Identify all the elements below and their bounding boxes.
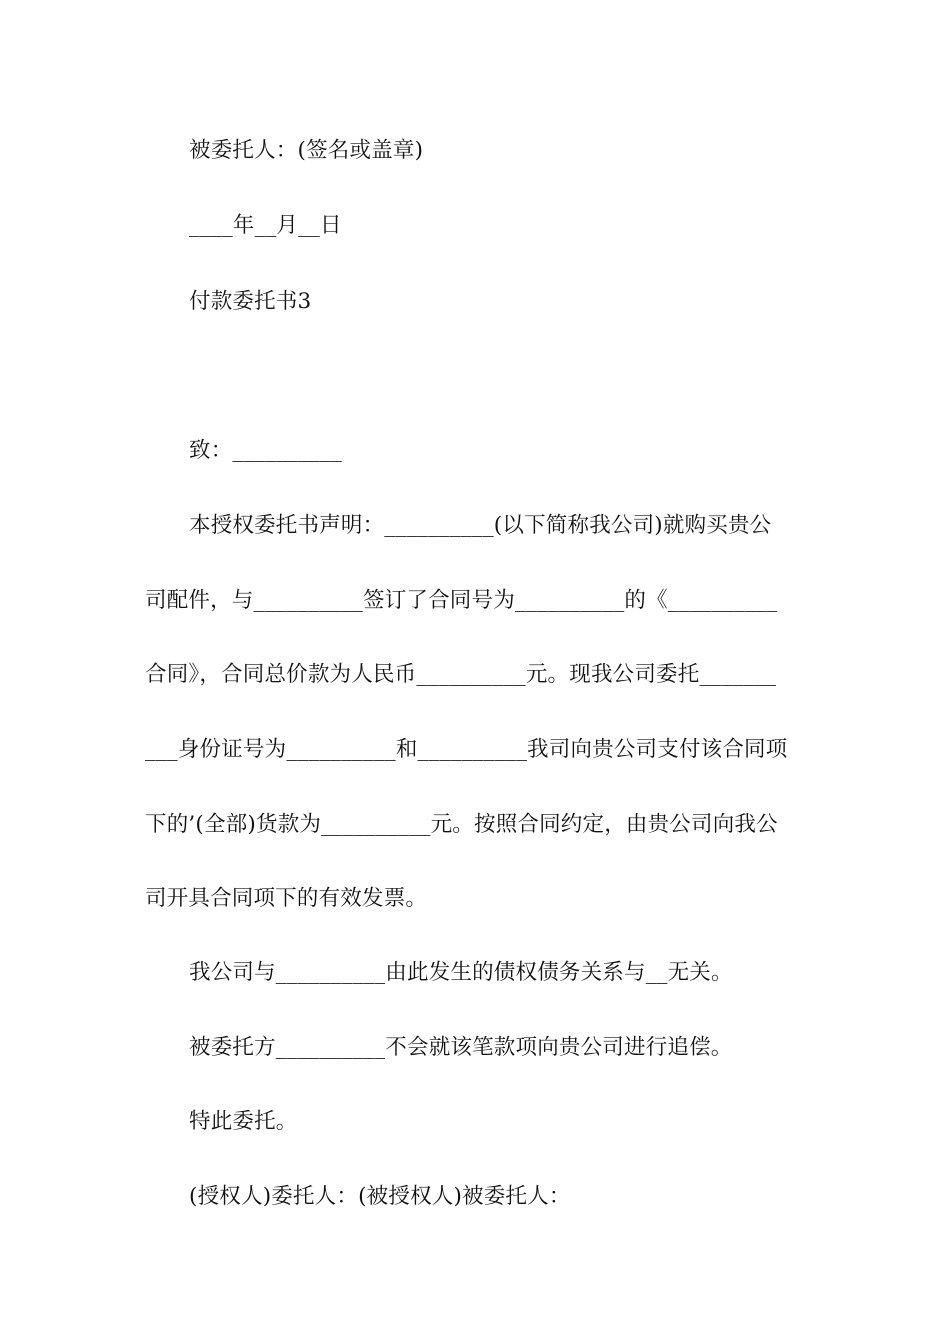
paragraph-line: 合同》，合同总价款为人民币__________元。现我公司委托_______: [145, 662, 777, 687]
paragraph-line: 司配件，与__________签订了合同号为__________的《__________: [145, 588, 778, 613]
signature-line: 被委托人：(签名或盖章): [189, 138, 424, 163]
paragraph-line: 本授权委托书声明：__________(以下简称我公司)就购买贵公: [189, 513, 772, 538]
date-line: ____年__月__日: [189, 213, 342, 238]
paragraph-line: 被委托方__________不会就该笔款项向贵公司进行追偿。: [189, 1035, 733, 1060]
closing-line: 特此委托。: [189, 1109, 298, 1134]
section-title: 付款委托书3: [189, 289, 312, 314]
paragraph-line: ___身份证号为__________和__________我司向贵公司支付该合同项: [145, 737, 788, 762]
paragraph-line: 司开具合同项下的有效发票。: [145, 886, 428, 911]
paragraph-line: 我公司与__________由此发生的债权债务关系与__无关。: [189, 960, 733, 985]
paragraph-line: 下的’(全部)货款为__________元。按照合同约定，由贵公司向我公: [145, 812, 778, 837]
signatories-line: (授权人)委托人：(被授权人)被委托人：: [189, 1184, 571, 1209]
addressee-line: 致：__________: [189, 438, 342, 463]
